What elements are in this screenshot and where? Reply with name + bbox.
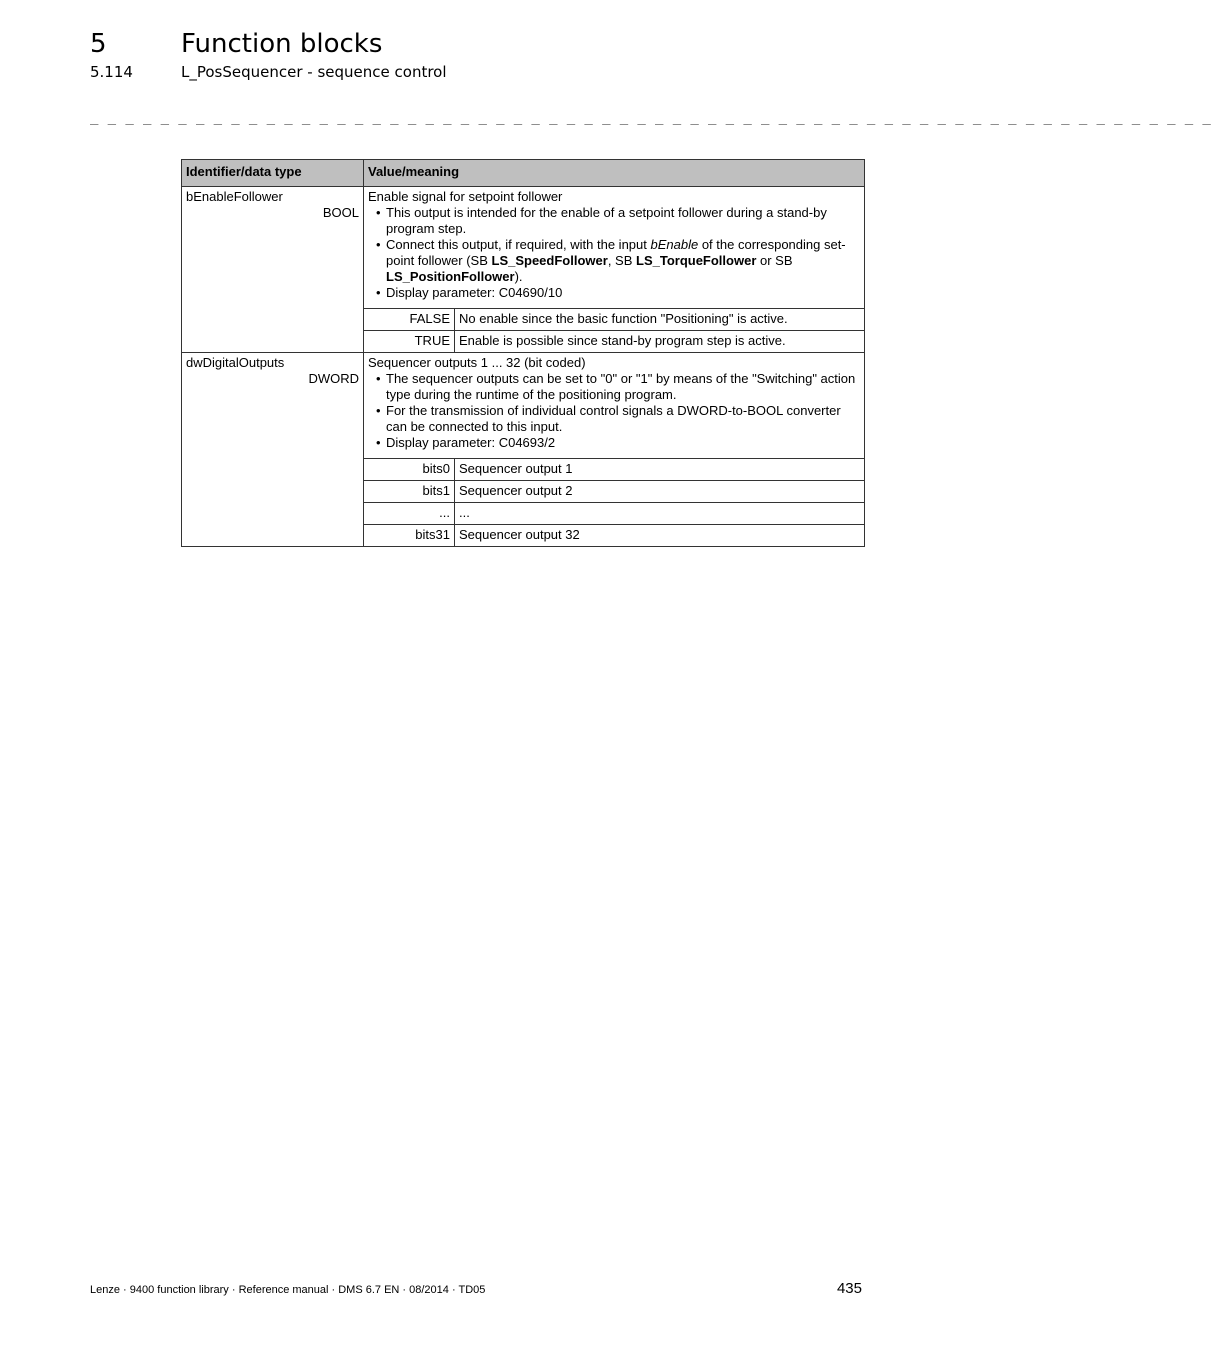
identifier-name: bEnableFollower (186, 189, 283, 204)
identifier-name: dwDigitalOutputs (186, 355, 285, 370)
list-item: • Display parameter: C04690/10 (368, 285, 860, 301)
value-cell: FALSE (364, 309, 455, 331)
list-item: • Display parameter: C04693/2 (368, 435, 860, 451)
value-cell: bits0 (364, 459, 455, 481)
description-bullets (368, 205, 860, 305)
page-number: 435 (836, 1280, 862, 1297)
meaning-cell: Sequencer output 32 (455, 525, 865, 547)
input-name: bEnable (650, 237, 699, 252)
identifier-cell (182, 353, 364, 547)
description-cell (364, 353, 865, 459)
chapter-number: 5 (90, 29, 107, 59)
identifier-data-type: DWORD (308, 371, 359, 386)
description-intro: Enable signal for setpoint follower (368, 189, 563, 204)
meaning-cell: Enable is possible since stand-by program step is active. (455, 331, 865, 353)
identifier-cell (182, 187, 364, 353)
block-name: LS_PositionFollower (386, 269, 515, 284)
column-header-value: Value/meaning (364, 160, 865, 187)
parameter-table (181, 159, 865, 547)
meaning-cell: ... (455, 503, 865, 525)
list-item: • For the transmission of individual control signals a DWORD-to-BOOL converter can be connected to this input. (368, 403, 860, 435)
block-name: LS_SpeedFollower (491, 253, 608, 268)
table-row (182, 187, 865, 309)
text-run: of the corresponding set-point follower (SB (386, 237, 846, 268)
list-item: • The sequencer outputs can be set to "0" or "1" by means of the "Switching" action type during the runtime of the positioning program. (368, 371, 860, 403)
list-item: • This output is intended for the enable of a setpoint follower during a stand-by program step. (368, 205, 860, 237)
value-cell: TRUE (364, 331, 455, 353)
text-run: or SB (756, 253, 793, 268)
column-header-identifier: Identifier/data type (182, 160, 364, 187)
description-bullets (368, 371, 860, 455)
section-number: 5.114 (90, 63, 133, 81)
value-cell: bits31 (364, 525, 455, 547)
meaning-cell: Sequencer output 2 (455, 481, 865, 503)
table-row (182, 353, 865, 459)
identifier-data-type: BOOL (322, 205, 359, 220)
meaning-cell: No enable since the basic function "Positioning" is active. (455, 309, 865, 331)
table-header-row (182, 160, 865, 187)
text-run: Connect this output, if required, with the input (386, 237, 651, 252)
list-item (368, 237, 860, 285)
description-intro: Sequencer outputs 1 ... 32 (bit coded) (368, 355, 586, 370)
value-cell: bits1 (364, 481, 455, 503)
block-name: LS_TorqueFollower (636, 253, 757, 268)
meaning-cell: Sequencer output 1 (455, 459, 865, 481)
section-title: L_PosSequencer - sequence control (181, 63, 447, 81)
description-cell (364, 187, 865, 309)
footer-document-info: Lenze · 9400 function library · Reference manual · DMS 6.7 EN · 08/2014 · TD05 (90, 1284, 486, 1296)
text-run: , SB (607, 253, 636, 268)
value-cell: ... (364, 503, 455, 525)
chapter-title: Function blocks (181, 29, 383, 59)
text-run: ). (514, 269, 523, 284)
header-dashed-rule: _ _ _ _ _ _ _ _ _ _ _ _ _ _ _ _ _ _ _ _ _ _ _ _ _ _ _ _ _ _ _ _ _ _ _ _ _ _ _ _ _ _ _ _ _ _ _ _ _ _ _ _ _ _ _ _ _ _ _ _ _ _ _ _ (90, 109, 1211, 125)
